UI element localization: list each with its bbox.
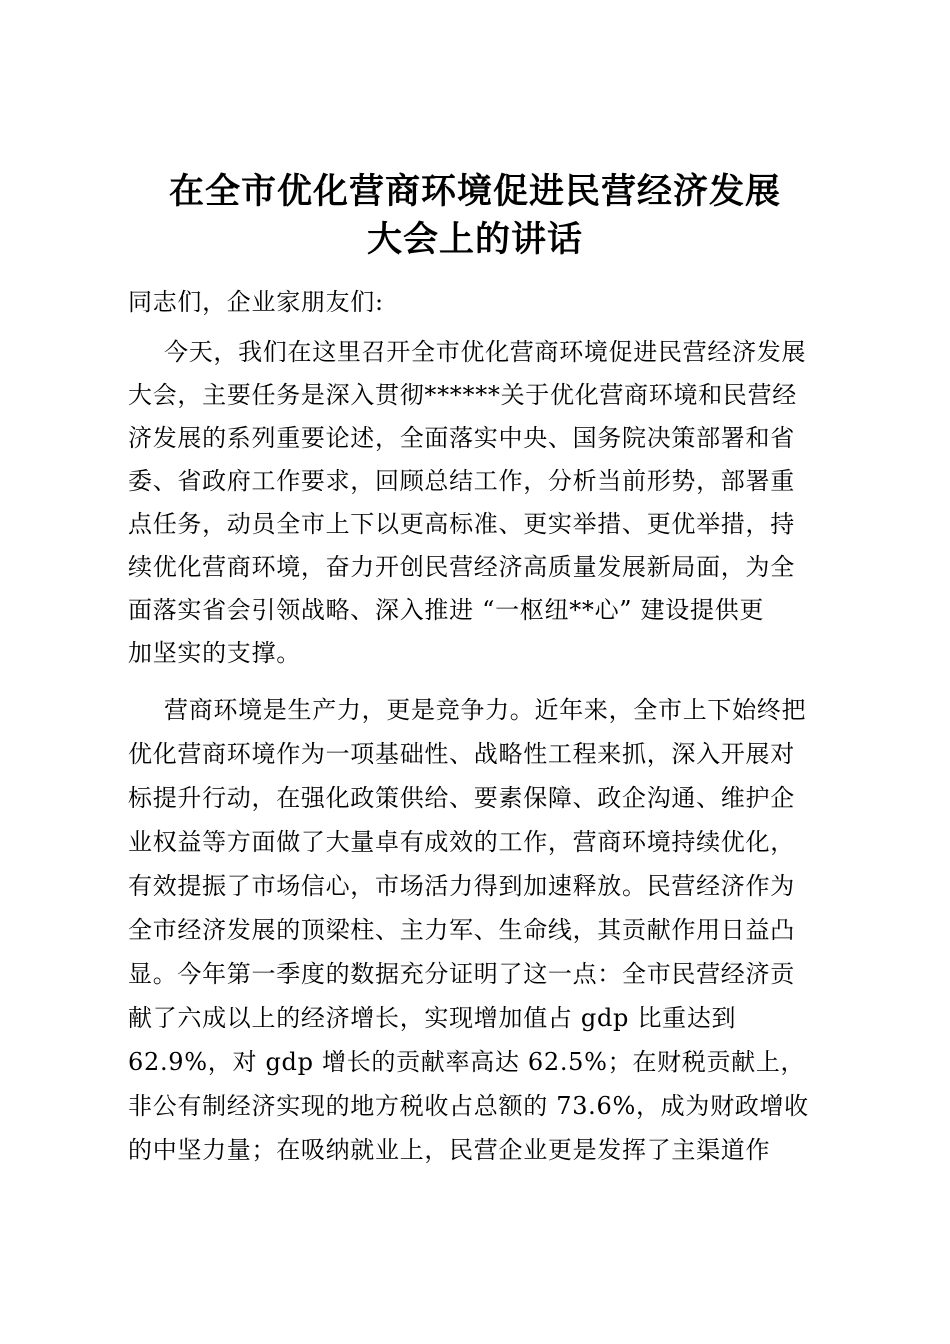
paragraph-2-line-2: 优化营商环境作为一项基础性、战略性工程来抓，深入开展对	[128, 740, 795, 768]
paragraph-1-line-1: 今天，我们在这里召开全市优化营商环境促进民营经济发展	[164, 338, 807, 366]
paragraph-1-line-6: 续优化营商环境，奋力开创民营经济高质量发展新局面，为全	[128, 553, 795, 581]
paragraph-2-line-10: 非公有制经济实现的地方税收占总额的 73.6%，成为财政增收	[128, 1092, 809, 1120]
paragraph-1-line-4: 委、省政府工作要求，回顾总结工作，分析当前形势，部署重	[128, 467, 795, 495]
paragraph-1-line-5: 点任务，动员全市上下以更高标准、更实举措、更优举措，持	[128, 510, 795, 538]
paragraph-2-line-3: 标提升行动，在强化政策供给、要素保障、政企沟通、维护企	[128, 784, 795, 812]
paragraph-1-line-3: 济发展的系列重要论述，全面落实中央、国务院决策部署和省	[128, 424, 795, 452]
paragraph-2-line-11: 的中坚力量；在吸纳就业上，民营企业更是发挥了主渠道作	[128, 1136, 771, 1164]
document-title-line-2: 大会上的讲话	[366, 219, 583, 260]
paragraph-2-line-5: 有效提振了市场信心，市场活力得到加速释放。民营经济作为	[128, 872, 795, 900]
paragraph-2-line-9: 62.9%，对 gdp 增长的贡献率高达 62.5%；在财税贡献上，	[128, 1048, 806, 1076]
greeting: 同志们，企业家朋友们:	[128, 288, 384, 316]
paragraph-1-line-7: 面落实省会引领战略、深入推进 “一枢纽**心” 建设提供更	[128, 596, 765, 624]
paragraph-2-line-1: 营商环境是生产力，更是竞争力。近年来，全市上下始终把	[164, 696, 807, 724]
paragraph-2-line-8: 献了六成以上的经济增长，实现增加值占 gdp 比重达到	[128, 1004, 737, 1032]
paragraph-1-line-2: 大会，主要任务是深入贯彻******关于优化营商环境和民营经	[128, 381, 797, 409]
paragraph-2-line-4: 业权益等方面做了大量卓有成效的工作，营商环境持续优化，	[128, 828, 795, 856]
paragraph-1-line-8: 加坚实的支撑。	[128, 639, 301, 667]
paragraph-2-line-7: 显。今年第一季度的数据充分证明了这一点：全市民营经济贡	[128, 960, 795, 988]
document-title-line-1: 在全市优化营商环境促进民营经济发展	[168, 171, 781, 212]
paragraph-2-line-6: 全市经济发展的顶梁柱、主力军、生命线，其贡献作用日益凸	[128, 916, 795, 944]
